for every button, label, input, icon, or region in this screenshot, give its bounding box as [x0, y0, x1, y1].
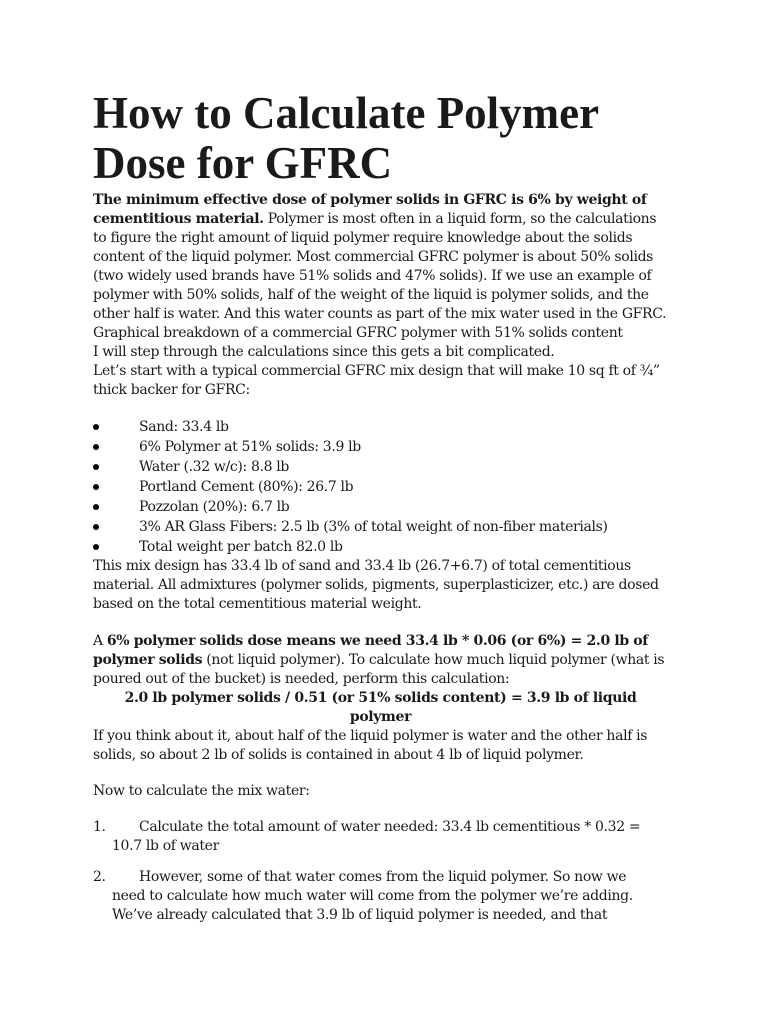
list-item: Sand: 33.4 lb	[93, 417, 668, 437]
list-item: Pozzolan (20%): 6.7 lb	[93, 497, 668, 517]
intro-text: Polymer is most often in a liquid form, so the calculations to figure the right amount of liquid polymer require knowledge about the solids content of the liquid polymer. Most commercial GFRC polymer is about 50% solids (two widely used brands have 51% solids and 47% solids). If we use an example of polymer with 50% solids, half of the weight of the liquid is polymer solids, and the other half is water. And this water counts as part of the mix water used in the GFRC.	[93, 211, 667, 322]
bullet-icon	[93, 524, 99, 530]
step-through-text: I will step through the calculations since this gets a bit complicated.	[93, 344, 555, 360]
mix-water-intro: Now to calculate the mix water:	[93, 783, 310, 799]
dose-bold: 6% polymer solids dose means we need 33.4 lb * 0.06 (or 6%) = 2.0 lb of polymer solids	[93, 633, 648, 668]
formula-line: 2.0 lb polymer solids / 0.51 (or 51% solids content) = 3.9 lb of liquid polymer	[124, 690, 637, 725]
bullet-icon	[93, 444, 99, 450]
list-item: 3% AR Glass Fibers: 2.5 lb (3% of total weight of non-fiber materials)	[93, 517, 668, 537]
bullet-icon	[93, 544, 99, 550]
list-item: 6% Polymer at 51% solids: 3.9 lb	[93, 437, 668, 457]
image-caption: Graphical breakdown of a commercial GFRC polymer with 51% solids content	[93, 325, 623, 341]
list-item: Water (.32 w/c): 8.8 lb	[93, 457, 668, 477]
calculation-steps	[93, 818, 668, 925]
half-water-paragraph: If you think about it, about half of the liquid polymer is water and the other half is solids, so about 2 lb of solids is contained in about 4 lb of liquid polymer.	[93, 728, 648, 763]
intro-bold-lead: The minimum effective dose of polymer solids in GFRC is 6% by weight of cementitious material.	[93, 192, 647, 227]
article-body	[93, 191, 668, 925]
mix-summary: This mix design has 33.4 lb of sand and 33.4 lb (26.7+6.7) of total cementitious material. All admixtures (polymer solids, pigments, superplasticizer, etc.) are dosed based on the total cementitious material weight.	[93, 558, 659, 612]
list-item: 2. However, some of that water comes from the liquid polymer. So now we need to calculate how much water will come from the polymer we’re adding. We’ve already calculated that 3.9 lb of liquid polymer is needed, and that	[93, 869, 633, 923]
intro-paragraph	[93, 191, 668, 324]
page-title: How to Calculate Polymer Dose for GFRC	[93, 88, 599, 188]
dose-paragraph: A 6% polymer solids dose means we need 33.4 lb * 0.06 (or 6%) = 2.0 lb of polymer solids (not liquid polymer). To calculate how much liquid polymer (what is poured out of the bucket) is needed, perform this calculation:	[93, 633, 665, 687]
mix-design-list	[93, 417, 668, 557]
bullet-icon	[93, 424, 99, 430]
mix-intro-text: Let’s start with a typical commercial GFRC mix design that will make 10 sq ft of ¾” thick backer for GFRC:	[93, 363, 660, 398]
bullet-icon	[93, 504, 99, 510]
list-item: Total weight per batch 82.0 lb	[93, 537, 668, 557]
bullet-icon	[93, 464, 99, 470]
list-item: 1. Calculate the total amount of water needed: 33.4 lb cementitious * 0.32 = 10.7 lb of water	[93, 819, 641, 854]
list-item: Portland Cement (80%): 26.7 lb	[93, 477, 668, 497]
bullet-icon	[93, 484, 99, 490]
